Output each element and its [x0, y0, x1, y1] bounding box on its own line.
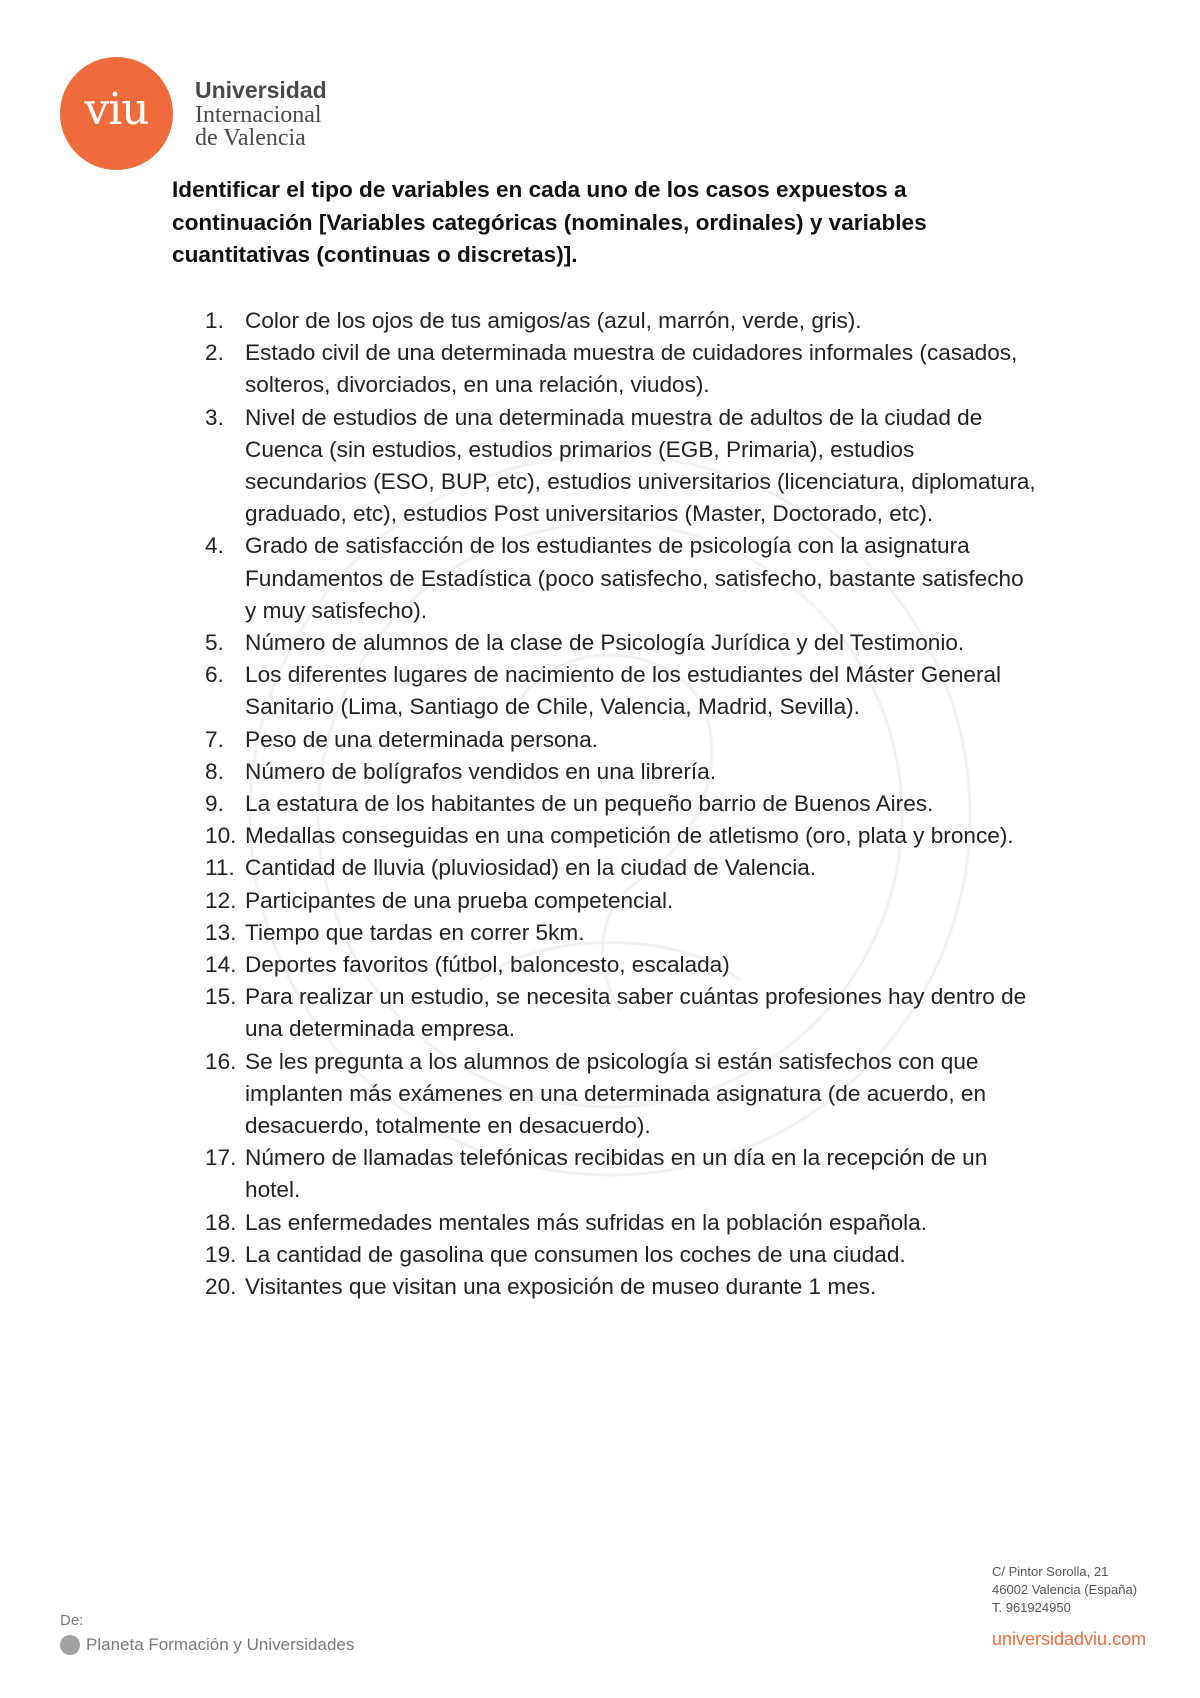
- logo-line-3: de Valencia: [195, 125, 306, 151]
- footer-address: [992, 1563, 1137, 1617]
- list-item: [205, 852, 1040, 884]
- list-item-number: 10.: [205, 823, 237, 849]
- planeta-globe-icon: [60, 1635, 80, 1655]
- list-item: [205, 1207, 1040, 1239]
- list-item: [205, 724, 1040, 756]
- university-logo: [60, 57, 360, 172]
- list-item: [205, 659, 1040, 723]
- list-item-number: 14.: [205, 952, 237, 978]
- list-item: [205, 1271, 1040, 1303]
- list-item: [205, 788, 1040, 820]
- list-item-number: 6.: [205, 662, 224, 688]
- list-item-number: 1.: [205, 308, 224, 333]
- address-street: C/ Pintor Sorolla, 21: [992, 1564, 1109, 1579]
- list-item: [205, 981, 1040, 1045]
- list-item-number: 18.: [205, 1209, 237, 1235]
- list-item-text: Deportes favoritos (fútbol, baloncesto, escalada): [245, 952, 730, 978]
- list-item-text: Nivel de estudios de una determinada muestra de adultos de la ciudad de Cuenca (sin estudios, estudios primarios (EGB, Primaria), estudios secundarios (ESO, BUP, etc), estudios universitarios (licenciatura, diplomatura, graduado, etc), estudios Post universitarios (Master, Doctorado, etc).: [245, 404, 1036, 527]
- list-item: [205, 627, 1040, 659]
- list-item-number: 12.: [205, 887, 237, 913]
- list-item-text: Número de llamadas telefónicas recibidas en un día en la recepción de un hotel.: [245, 1145, 988, 1203]
- logo-wordmark: [195, 79, 327, 150]
- list-item-text: Tiempo que tardas en correr 5km.: [245, 919, 585, 945]
- list-item-text: Cantidad de lluvia (pluviosidad) en la ciudad de Valencia.: [245, 855, 817, 881]
- exercise-heading: Identificar el tipo de variables en cada uno de los casos expuestos a continuación [Variables categóricas (nominales, ordinales) y variables cuantitativas (continuas o discretas)].: [172, 177, 927, 267]
- list-item-number: 15.: [205, 984, 237, 1010]
- list-item-text: Número de alumnos de la clase de Psicología Jurídica y del Testimonio.: [245, 630, 965, 656]
- list-item-text: Se les pregunta a los alumnos de psicología si están satisfechos con que implanten más exámenes en una determinada asignatura (de acuerdo, en desacuerdo, totalmente en desacuerdo).: [245, 1048, 987, 1139]
- list-item-text: Número de bolígrafos vendidos en una librería.: [245, 758, 716, 784]
- list-item-text: Medallas conseguidas en una competición de atletismo (oro, plata y bronce).: [245, 823, 1014, 849]
- list-item: [205, 820, 1040, 852]
- list-item-number: 4.: [205, 533, 224, 559]
- list-item: [205, 305, 1040, 337]
- logo-mark: viu: [84, 84, 149, 135]
- list-item: [205, 1142, 1040, 1206]
- list-item: [205, 1046, 1040, 1143]
- list-item-text: Visitantes que visitan una exposición de museo durante 1 mes.: [245, 1274, 877, 1300]
- logo-line-1: Universidad: [195, 77, 327, 103]
- list-item-number: 5.: [205, 630, 224, 656]
- list-item: [205, 756, 1040, 788]
- list-item-number: 8.: [205, 758, 224, 784]
- list-item-text: Los diferentes lugares de nacimiento de los estudiantes del Máster General Sanitario (Lima, Santiago de Chile, Valencia, Madrid, Sevilla).: [245, 662, 1002, 720]
- list-item-number: 2.: [205, 340, 224, 366]
- exercise-list: [205, 305, 1040, 1303]
- list-item-text: La cantidad de gasolina que consumen los coches de una ciudad.: [245, 1241, 906, 1267]
- list-item-number: 13.: [205, 919, 237, 945]
- list-item-number: 3.: [205, 404, 224, 430]
- website-link[interactable]: universidadviu.com: [992, 1629, 1147, 1649]
- address-phone: T. 961924950: [992, 1600, 1071, 1615]
- list-item-number: 20.: [205, 1274, 237, 1300]
- list-item-text: Participantes de una prueba competencial.: [245, 887, 674, 913]
- from-label: De:: [60, 1612, 84, 1629]
- list-item-text: La estatura de los habitantes de un pequeño barrio de Buenos Aires.: [245, 791, 934, 817]
- list-item-number: 9.: [205, 791, 224, 817]
- list-item-text: Peso de una determinada persona.: [245, 726, 598, 752]
- list-item: [205, 949, 1040, 981]
- list-item: [205, 337, 1040, 401]
- list-item: [205, 402, 1040, 531]
- list-item-text: Color de los ojos de tus amigos/as (azul, marrón, verde, gris).: [245, 308, 862, 333]
- address-city: 46002 Valencia (España): [992, 1582, 1138, 1597]
- list-item-text: Para realizar un estudio, se necesita saber cuántas profesiones hay dentro de una determinada empresa.: [245, 984, 1027, 1042]
- list-item: [205, 530, 1040, 627]
- list-item: [205, 917, 1040, 949]
- logo-line-2: Internacional: [195, 102, 322, 128]
- list-item-number: 11.: [205, 855, 235, 881]
- list-item-number: 19.: [205, 1241, 237, 1267]
- list-item: [205, 1239, 1040, 1271]
- list-item-number: 7.: [205, 726, 224, 752]
- list-item-number: 17.: [205, 1145, 237, 1171]
- list-item: [205, 885, 1040, 917]
- partner-name: Planeta Formación y Universidades: [86, 1635, 355, 1654]
- list-item-number: 16.: [205, 1048, 237, 1074]
- list-item-text: Las enfermedades mentales más sufridas en la población española.: [245, 1209, 927, 1235]
- list-item-text: Grado de satisfacción de los estudiantes de psicología con la asignatura Fundamentos de Estadística (poco satisfecho, satisfecho, bastante satisfecho y muy satisfecho).: [245, 533, 1024, 623]
- list-item-text: Estado civil de una determinada muestra de cuidadores informales (casados, solteros, divorciados, en una relación, viudos).: [245, 340, 1018, 398]
